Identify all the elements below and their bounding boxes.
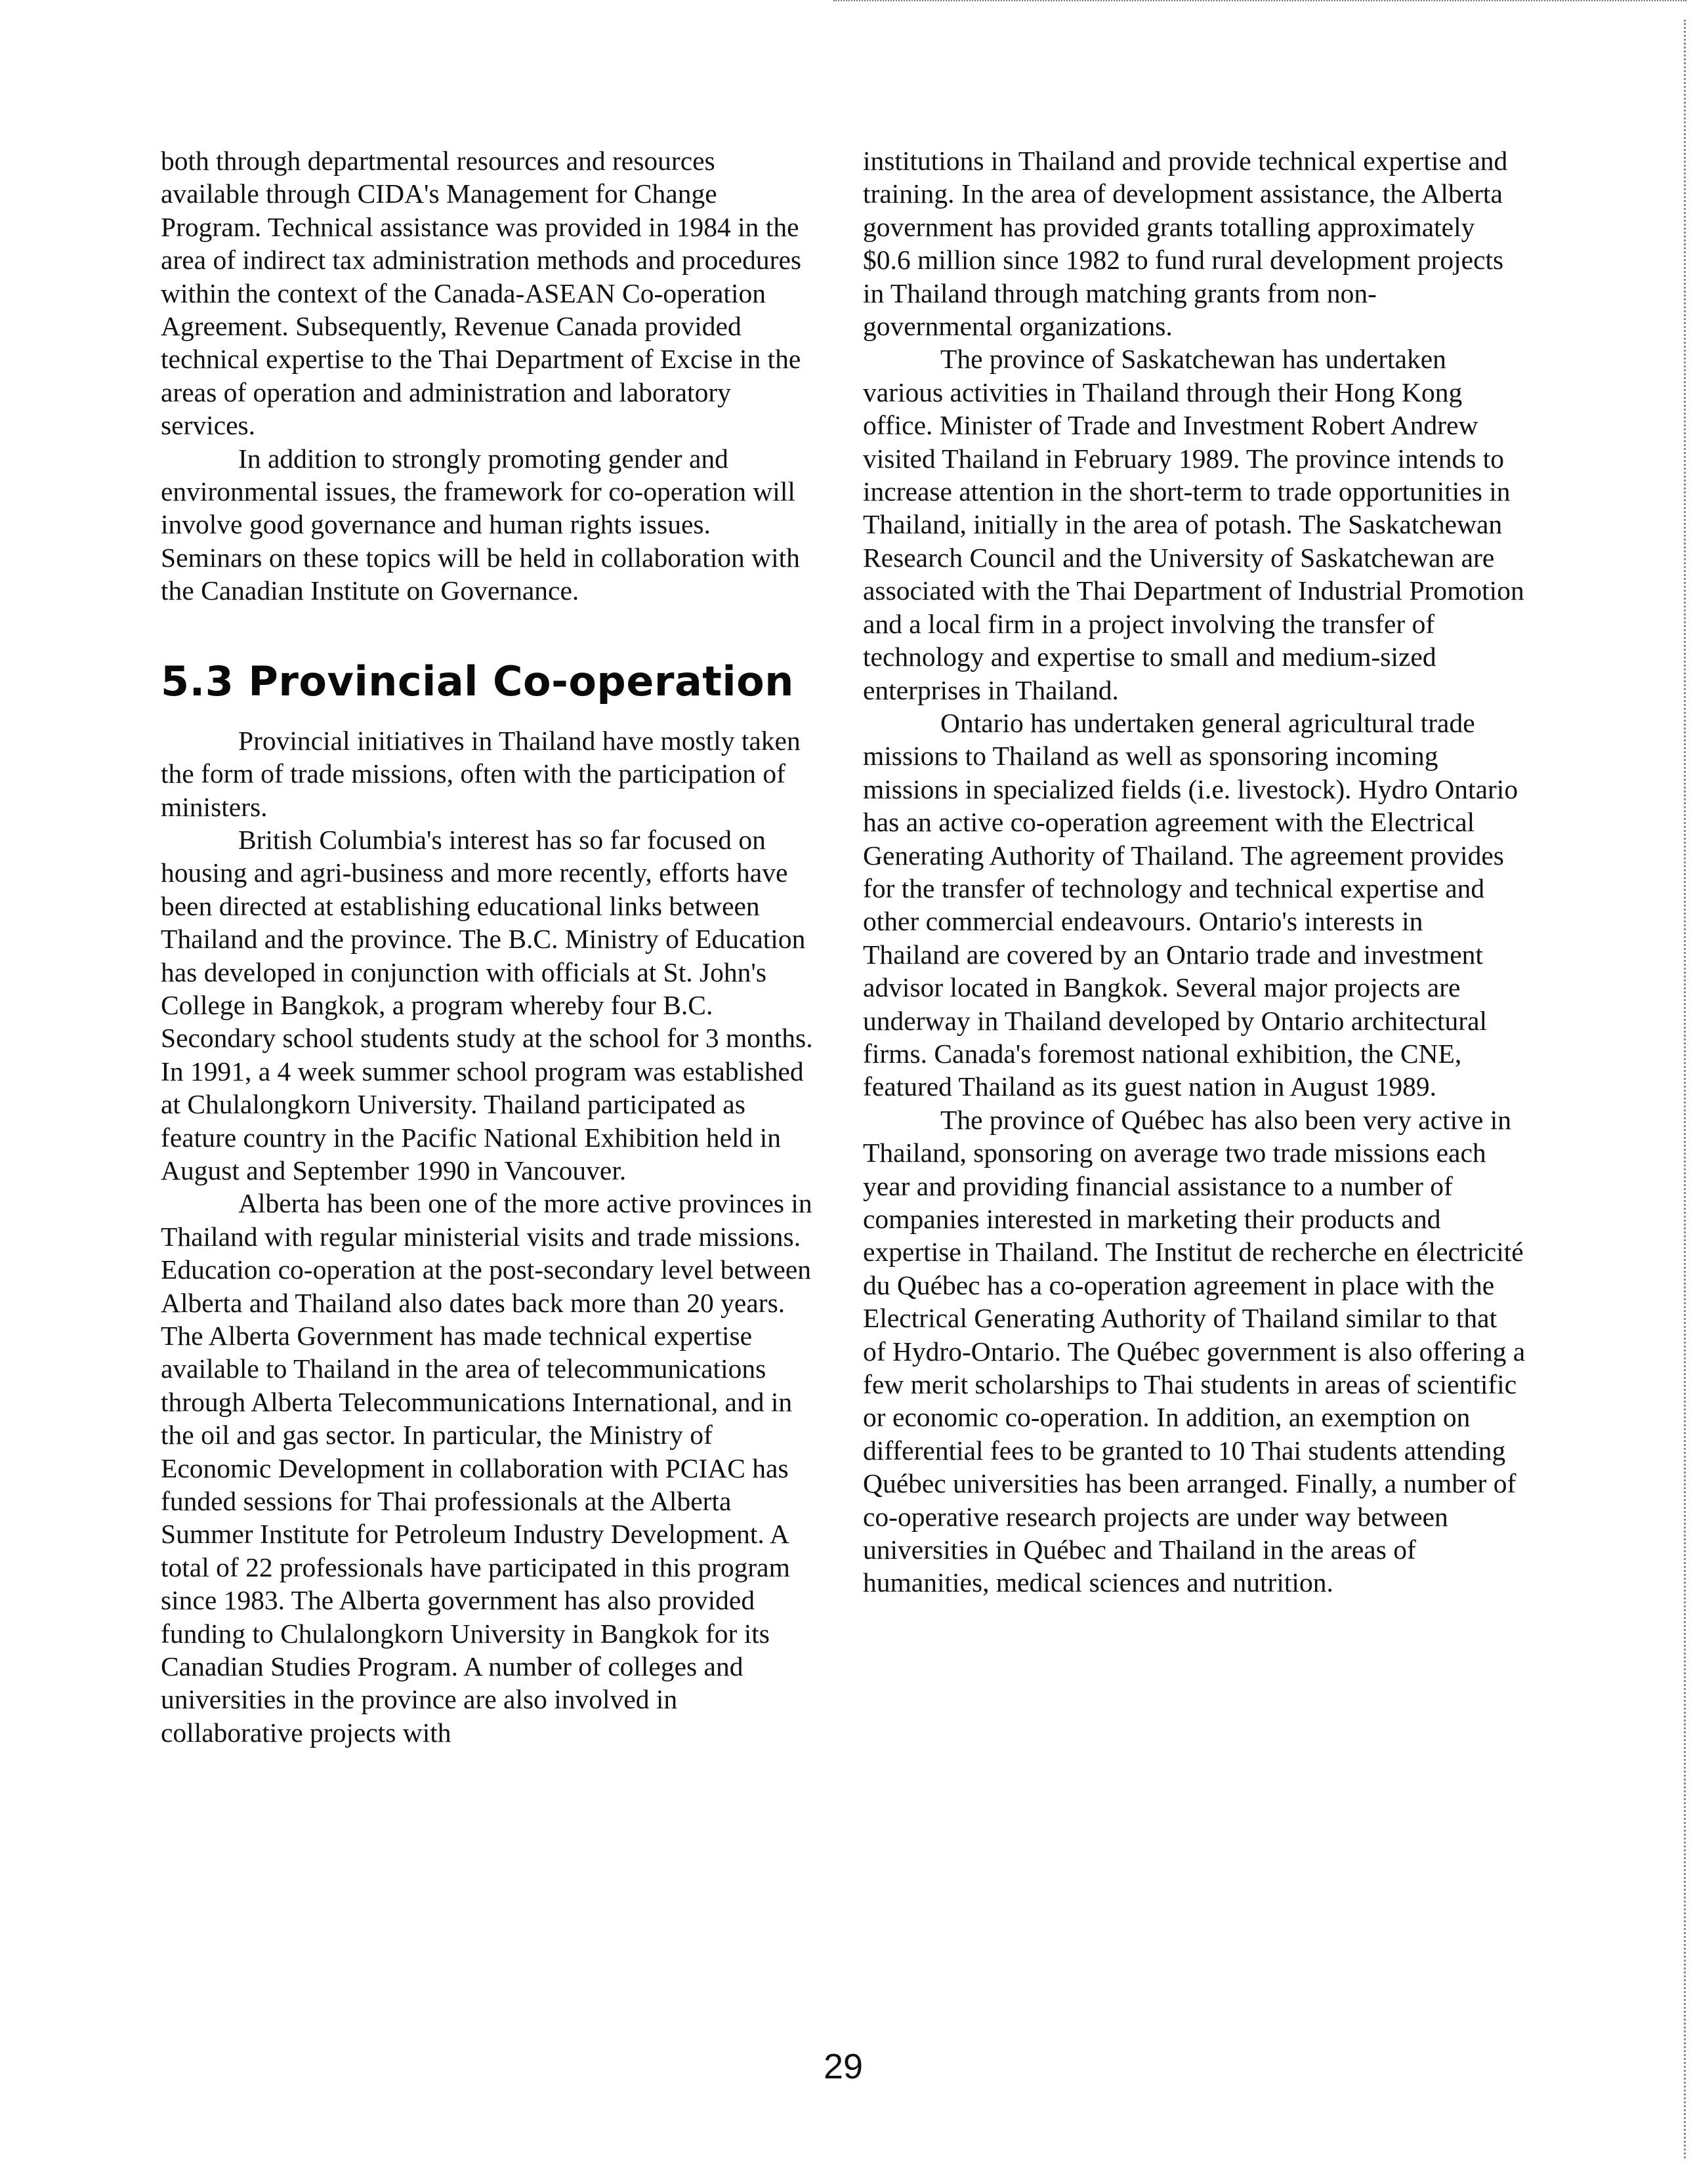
left-column: [161, 144, 817, 1749]
scan-edge-top: [833, 0, 1686, 3]
paragraph-ontario: Ontario has undertaken general agricultural trade missions to Thailand as well as sponsoring incoming missions in specialized fields (i.e. livestock). Hydro Ontario has an active co-operation agreement with the Electrical Generating Authority of Thailand. The agreement provides for the transfer of technology and technical expertise and other commercial endeavours. Ontario's interests in Thailand are covered by an Ontario trade and investment advisor located in Bangkok. Several major projects are underway in Thailand developed by Ontario architectural firms. Canada's foremost national exhibition, the CNE, featured Thailand as its guest nation in August 1989.: [863, 707, 1518, 1102]
paragraph-alberta: Alberta has been one of the more active provinces in Thailand with regular ministerial visits and trade missions. Education co-operation at the post-secondary level between Alberta and Thailand also dates back more than 20 years. The Alberta Government has made technical expertise available to Thailand in the area of telecommunications through Alberta Telecommunications International, and in the oil and gas sector. In particular, the Ministry of Economic Development in collaboration with PCIAC has funded sessions for Thai professionals at the Alberta Summer Institute for Petroleum Industry Development. A total of 22 professionals have participated in this program since 1983. The Alberta government has also provided funding to Chulalongkorn University in Bangkok for its Canadian Studies Program. A number of colleges and universities in the province are also involved in collaborative projects with: [161, 1188, 812, 1748]
paragraph-british-columbia: British Columbia's interest has so far focused on housing and agri-business and more recently, efforts have been directed at establishing educational links between Thailand and the province. The B.C. Ministry of Education has developed in conjunction with officials at St. John's College in Bangkok, a program whereby four B.C. Secondary school students study at the school for 3 months. In 1991, a 4 week summer school program was established at Chulalongkorn University. Thailand participated as feature country in the Pacific National Exhibition held in August and September 1990 in Vancouver.: [161, 824, 813, 1185]
paragraph-provincial-initiatives: Provincial initiatives in Thailand have mostly taken the form of trade missions, often with the participation of ministers.: [161, 725, 801, 822]
right-column: [863, 144, 1526, 1599]
paragraph-quebec: The province of Québec has also been very active in Thailand, sponsoring on average two trade missions each year and providing financial assistance to a number of companies interested in marketing their products and expertise in Thailand. The Institut de recherche en électricité du Québec has a co-operation agreement in place with the Electrical Generating Authority of Thailand similar to that of Hydro-Ontario. The Québec government is also offering a few merit scholarships to Thai students in areas of scientific or economic co-operation. In addition, an exemption on differential fees to be granted to 10 Thai students attending Québec universities has been arranged. Finally, a number of co-operative research projects are under way between universities in Québec and Thailand in the areas of humanities, medical sciences and nutrition.: [863, 1104, 1526, 1598]
paragraph-cida-revenue: both through departmental resources and resources available through CIDA's Management for Change Program. Technical assistance was provided in 1984 in the area of indirect tax administration methods and procedures within the context of the Canada-ASEAN Co-operation Agreement. Subsequently, Revenue Canada provided technical expertise to the Thai Department of Excise in the areas of operation and administration and laboratory services.: [161, 146, 802, 441]
section-heading-provincial-cooperation: 5.3 Provincial Co-operation: [161, 657, 794, 705]
paragraph-alberta-continued: institutions in Thailand and provide technical expertise and training. In the area of development assistance, the Alberta government has provided grants totalling approximately $0.6 million since 1982 to fund rural development projects in Thailand through matching grants from non-governmental organizations.: [863, 146, 1508, 342]
page-number: 29: [823, 2047, 864, 2086]
paragraph-governance: In addition to strongly promoting gender and environmental issues, the framework for co-operation will involve good governance and human rights issues. Seminars on these topics will be held in collaboration with the Canadian Institute on Governance.: [161, 443, 800, 606]
scan-edge-right: [1684, 20, 1687, 2158]
paragraph-saskatchewan: The province of Saskatchewan has undertaken various activities in Thailand through their Hong Kong office. Minister of Trade and Investment Robert Andrew visited Thailand in February 1989. The province intends to increase attention in the short-term to trade opportunities in Thailand, initially in the area of potash. The Saskatchewan Research Council and the University of Saskatchewan are associated with the Thai Department of Industrial Promotion and a local firm in a project involving the transfer of technology and expertise to small and medium-sized enterprises in Thailand.: [863, 344, 1524, 705]
